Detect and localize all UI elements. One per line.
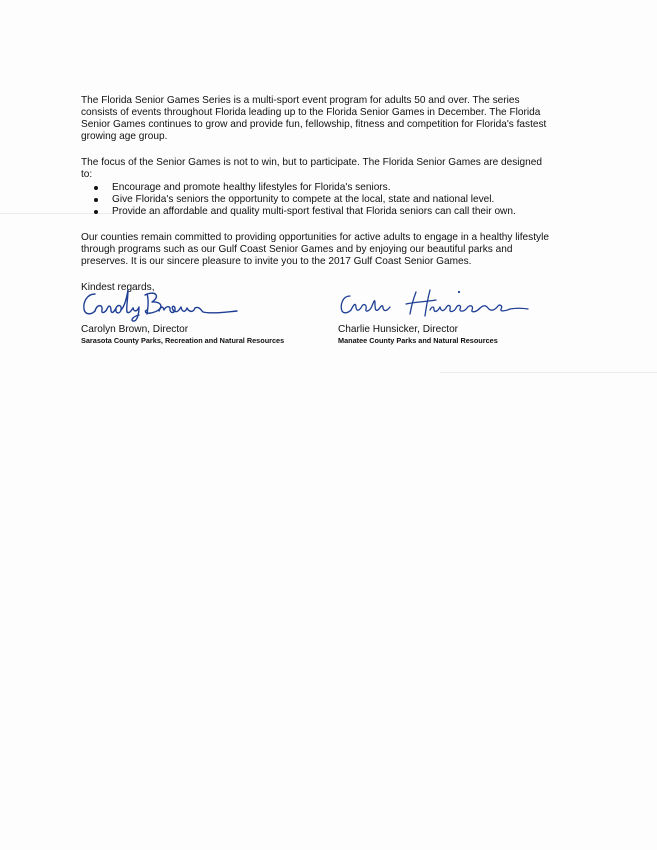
list-item — [81, 194, 551, 206]
list-item — [81, 206, 551, 218]
list-item — [81, 182, 551, 194]
signature-block-left — [81, 284, 321, 346]
list-item-text: Encourage and promote healthy lifestyles for Florida's seniors. — [112, 181, 391, 193]
signer-name: Charlie Hunsicker, Director — [338, 324, 459, 335]
scan-artifact — [440, 372, 657, 373]
signer-organization: Sarasota County Parks, Recreation and Natural Resources — [81, 336, 285, 345]
commitment-paragraph: Our counties remain committed to providing opportunities for active adults to engage in a healthy lifestyle through programs such as our Gulf Coast Senior Games and by enjoying our beautiful parks and preserves. It is our sincere pleasure to invite you to the 2017 Gulf Coast Senior Games. — [81, 231, 549, 268]
bullet-icon — [94, 186, 98, 190]
list-item-text: Give Florida's seniors the opportunity to compete at the local, state and national level. — [112, 193, 495, 205]
focus-paragraph: The focus of the Senior Games is not to win, but to participate. The Florida Senior Games are designed to: — [81, 157, 543, 181]
list-item-text: Provide an affordable and quality multi-sport festival that Florida seniors can call their own. — [112, 205, 516, 217]
bullet-icon — [94, 210, 98, 214]
bullet-icon — [94, 198, 98, 202]
goals-list — [81, 182, 551, 218]
letter-body — [81, 95, 551, 294]
signer-name: Carolyn Brown, Director — [81, 324, 189, 335]
handwritten-signature-charlie-hunsicker — [338, 284, 538, 324]
closing-line: Kindest regards, — [81, 282, 155, 294]
intro-paragraph: The Florida Senior Games Series is a multi-sport event program for adults 50 and over. The series consists of events throughout Florida leading up to the Florida Senior Games in December. The Florida Senior Games continues to grow and provide fun, fellowship, fitness and competition for Florida's fastest growing age group. — [81, 95, 547, 143]
handwritten-signature-carolyn-brown — [81, 284, 251, 324]
signature-block-right — [338, 284, 578, 346]
signer-organization: Manatee County Parks and Natural Resources — [338, 336, 498, 345]
